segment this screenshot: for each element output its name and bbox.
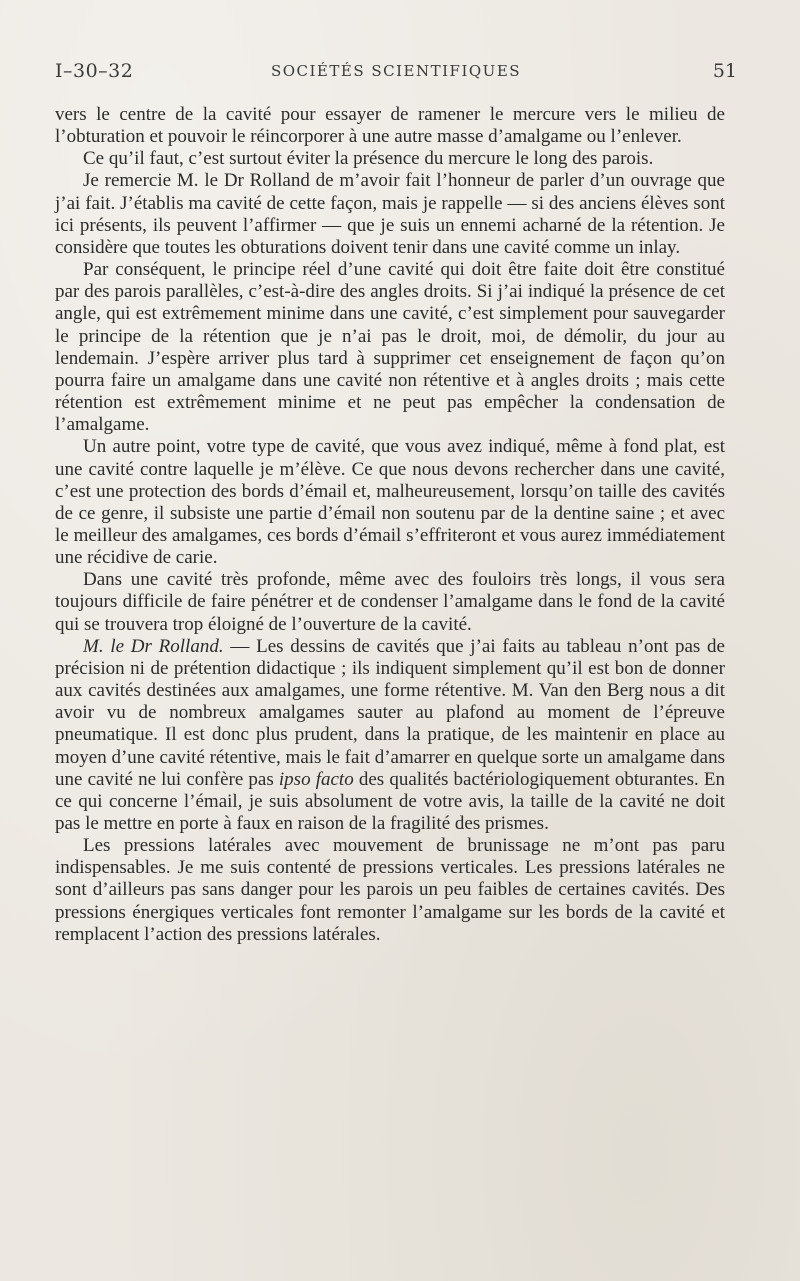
- paragraph: Dans une cavité très profonde, même avec des fouloirs très longs, il vous sera toujours difficile de faire pénétrer et de condenser l’amalgame dans le fond de la cavité qui se trouvera trop éloigné de l’ouverture de la cavité.: [55, 569, 725, 635]
- paragraph: Par conséquent, le principe réel d’une cavité qui doit être faite doit être constitué par des parois parallèles, c’est-à-dire des angles droits. Si j’ai indiqué la présence de cet angle, qui est extrêmement minime dans une cavité, c’est simplement pour sauvegarder le principe de la rétention que je n’ai pas le droit, moi, de démolir, du jour au lendemain. J’espère arriver plus tard à supprimer cet enseignement de façon qu’on pourra faire un amalgame dans une cavité non rétentive et à angles droits ; mais cette rétention est extrêmement minime et ne peut pas empêcher la condensation de l’amalgame.: [55, 259, 725, 436]
- header-page-number: 51: [712, 60, 737, 82]
- speaker-text-continued: des qualités bactériologiquement obturantes. En ce qui concerne l’émail, je suis absolument de votre avis, la taille de la cavité ne doit pas le mettre en porte à faux en raison de la fragilité des prismes.: [55, 768, 726, 834]
- running-header: [55, 60, 737, 86]
- paragraph: vers le centre de la cavité pour essayer de ramener le mercure vers le milieu de l’obturation et pouvoir le réincorporer à une autre masse d’amalgame ou l’enlever.: [55, 104, 725, 148]
- latin-phrase: ipso facto: [278, 768, 354, 790]
- header-section-title: SOCIÉTÉS SCIENTIFIQUES: [270, 62, 522, 80]
- paragraph: Les pressions latérales avec mouvement de brunissage ne m’ont pas paru indispensables. Je me suis contenté de pressions verticales. Les pressions latérales ne sont d’ailleurs pas sans danger pour les parois un peu faibles de certaines cavités. Des pressions énergiques verticales font remonter l’amalgame sur les bords de la cavité et remplacent l’action des pressions latérales.: [55, 835, 725, 945]
- speaker-text: — Les dessins de cavités que j’ai faits au tableau n’ont pas de précision ni de prétention didactique ; ils indiquent simplement qu’il est bon de donner aux cavités destinées aux amalgames, une forme rétentive. M. Van den Berg nous a dit avoir vu de nombreux amalgames sauter au plafond au moment de l’épreuve pneumatique. Il est donc plus prudent, dans la pratique, de les maintenir en place au moyen d’une cavité rétentive, mais le fait d’amarrer en quelque sorte un amalgame dans une cavité ne lui confère pas: [55, 635, 726, 790]
- body-text: [55, 104, 725, 946]
- paragraph: Ce qu’il faut, c’est surtout éviter la présence du mercure le long des parois.: [83, 148, 654, 170]
- speaker-paragraph: [55, 636, 725, 835]
- header-issue-number: I–30–32: [55, 60, 134, 82]
- paragraph: Un autre point, votre type de cavité, que vous avez indiqué, même à fond plat, est une cavité contre laquelle je m’élève. Ce que nous devons rechercher dans une cavité, c’est une protection des bords d’émail et, malheureusement, lorsqu’on taille des cavités de ce genre, il subsiste une partie d’émail non soutenu par de la dentine saine ; et avec le meilleur des amalgames, ces bords d’émail s’effriteront et vous aurez immédiatement une récidive de carie.: [55, 436, 725, 569]
- speaker-name: M. le Dr Rolland.: [83, 635, 224, 657]
- paragraph: Je remercie M. le Dr Rolland de m’avoir fait l’honneur de parler d’un ouvrage que j’ai fait. J’établis ma cavité de cette façon, mais je rappelle — si des anciens élèves sont ici présents, ils peuvent l’affirmer — que je suis un ennemi acharné de la rétention. Je considère que toutes les obturations doivent tenir dans une cavité comme un inlay.: [55, 170, 725, 258]
